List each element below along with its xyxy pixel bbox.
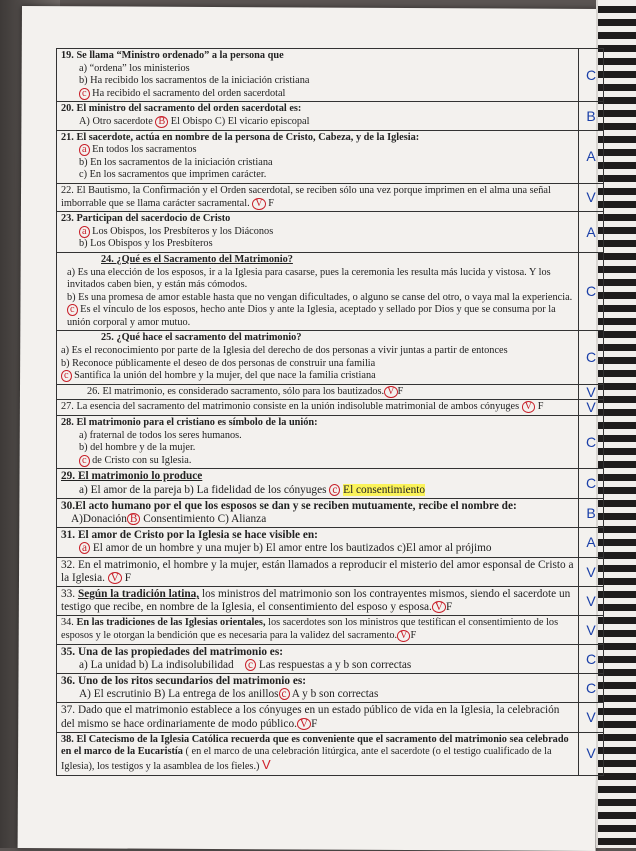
q29-answer: C (579, 469, 604, 498)
q37-circle-mark: V (297, 718, 311, 730)
q20-option-bc: El Obispo C) El vicario episcopal (170, 115, 310, 127)
question-row-19 (57, 49, 604, 102)
question-28-title: 28. El matrimonio para el cristiano es símbolo de la unión: (61, 417, 318, 429)
question-row-21 (57, 130, 604, 183)
question-row-26 (57, 384, 604, 400)
question-30-title: 30.El acto humano por el que los esposos se dan y se reciben mutuamente, recibe el nombre de: (61, 499, 517, 512)
q24-option-a: a) Es una elección de los esposos, ir a la Iglesia para casarse, pues la ceremonia les resulta más lucida y vistosa. Y los invitados caben bien, y están más cómodos. (67, 266, 551, 291)
q19-option-c: Ha recibido el sacramento del orden sacerdotal (92, 87, 286, 99)
question-19-title: 19. Se llama “Ministro ordenado” a la persona que (61, 50, 284, 61)
question-row-37 (57, 703, 604, 732)
q38-answer: V (579, 732, 604, 775)
q25-circle-mark: c (61, 370, 72, 382)
question-25-title: 25. ¿Qué hace el sacramento del matrimonio? (101, 332, 302, 344)
q28-answer: C (579, 416, 604, 469)
question-row-36 (57, 674, 604, 703)
q23-option-a: Los Obispos, los Presbíteros y los Diáconos (92, 225, 274, 237)
question-35-title: 35. Una de las propiedades del matrimonio es: (61, 645, 283, 658)
q24-circle-mark: c (67, 304, 78, 316)
q34-f: F (410, 630, 417, 642)
q36-option-c: A y b son correctas (291, 688, 379, 701)
q34-answer: V (579, 616, 604, 644)
question-row-22 (57, 183, 604, 211)
q27-circle-mark: V (522, 401, 535, 413)
question-22-text: 22. El Bautismo, la Confirmación y el Orden sacerdotal, se reciben sólo una vez porque imprimen en el alma una señal imborrable que se llama carácter sacramental. (61, 184, 551, 209)
q33-circle-mark: V (432, 601, 446, 613)
question-38-text: ( en el marco de una celebración litúrgica, ante el sacerdote (o el testigo cualificado de la Iglesia), los testigos y la asamblea de los fieles.) (61, 746, 552, 773)
q24-answer: C (579, 252, 604, 331)
question-37-text: 37. Dado que el matrimonio establece a los cónyuges en un estado público de vida en la Iglesia, la celebración del mismo se hace ordinariamente de modo público. (61, 704, 560, 730)
q34-circle-mark: V (397, 630, 410, 642)
q24-option-c: Es el vínculo de los esposos, hecho ante Dios y ante la Iglesia, aceptado y sellado por Dios y que se consuma por la unión corporal y amor mutuo. (67, 304, 556, 328)
q21-answer: A (579, 130, 604, 183)
q36-options-ab: A) El escrutinio B) La entrega de los anillos (79, 688, 279, 701)
question-row-29 (57, 469, 604, 498)
q29-option-c: El consentimiento (343, 483, 426, 496)
q31-options: El amor de un hombre y una mujer b) El amor entre los bautizados c)El amor al prójimo (92, 542, 492, 555)
q33-heading: Según la tradición latina, (77, 588, 200, 601)
q19-option-b: b) Ha recibido los sacramentos de la iniciación cristiana (79, 75, 310, 87)
q29-options-ab: a) El amor de la pareja b) La fidelidad de los cónyuges (79, 483, 327, 496)
question-row-28 (57, 416, 604, 469)
question-27-text: 27. La esencia del sacramento del matrimonio consiste en la unión indisoluble matrimonial de ambos cónyuges (61, 401, 520, 413)
q30-circle-mark: B (127, 513, 141, 525)
q35-answer: C (579, 644, 604, 673)
q35-circle-mark: c (245, 659, 256, 671)
questions-table (56, 48, 604, 776)
q21-option-b: b) En los sacramentos de la iniciación cristiana (79, 156, 273, 168)
q32-circle-mark: V (108, 572, 122, 584)
q21-circle-mark: a (79, 144, 90, 156)
question-36-title: 36. Uno de los ritos secundarios del matrimonio es: (61, 675, 307, 688)
question-row-34 (57, 616, 604, 644)
q37-answer: V (579, 703, 604, 732)
q38-tick-mark: V (262, 757, 271, 773)
question-row-20 (57, 102, 604, 130)
q22-f: F (268, 197, 275, 209)
q38-heading: 38. El Catecismo de la Iglesia Católica recuerda que es conveniente que el sacramento del matrimonio sea celebrado en el marco de la Eucaristía (61, 733, 569, 758)
q23-answer: A (579, 212, 604, 253)
q30-option-a: A)Donación (71, 513, 127, 526)
q25-answer: C (579, 331, 604, 384)
q26-answer: V (579, 384, 604, 400)
question-row-30 (57, 498, 604, 527)
question-26-text: 26. El matrimonio, es considerado sacramento, sólo para los bautizados. (87, 385, 385, 397)
q25-option-b: b) Reconoce públicamente el deseo de dos personas de construir una familia (61, 357, 376, 369)
q24-option-b: b) Es una promesa de amor estable hasta que no vengan dificultades, o alguno se canse del otro, o vaya mal la experiencia. (67, 291, 573, 303)
q20-option-a: A) Otro sacerdote (79, 115, 153, 127)
q22-circle-mark: V (252, 198, 265, 210)
q31-circle-mark: a (79, 542, 90, 554)
q28-option-c: de Cristo con su Iglesia. (92, 454, 192, 466)
question-row-38 (57, 732, 604, 775)
q25-option-c: Santifica la unión del hombre y la mujer, del que nace la familia cristiana (74, 370, 376, 382)
q31-answer: A (579, 528, 604, 557)
question-row-33 (57, 587, 604, 616)
q23-circle-mark: a (79, 226, 90, 238)
question-34-text: los sacerdotes son los ministros que testifican el consentimiento de los esposos y le otorgan la bendición que es necesaria para la validez del sacramento. (61, 617, 559, 642)
q36-circle-mark: c (279, 688, 290, 700)
q34-heading: En las tradiciones de las Iglesias orientales, (76, 617, 266, 629)
q27-f: F (537, 401, 544, 413)
q36-answer: C (579, 674, 604, 703)
q35-option-c: Las respuestas a y b son correctas (258, 658, 412, 671)
q19-answer: C (579, 49, 604, 102)
q37-f: F (311, 717, 318, 730)
q35-options-ab: a) La unidad b) La indisolubilidad (79, 658, 234, 671)
question-24-title: 24. ¿Qué es el Sacramento del Matrimonio? (101, 253, 293, 265)
question-row-23 (57, 212, 604, 253)
question-21-title: 21. El sacerdote, actúa en nombre de la persona de Cristo, Cabeza, y de la Iglesia: (61, 131, 420, 143)
question-32-text: 32. En el matrimonio, el hombre y la mujer, están llamados a reproducir el misterio del amor esponsal de Cristo a la Iglesia. (61, 558, 574, 584)
q30-option-bc: Consentimiento C) Alianza (143, 513, 267, 526)
question-29-title: 29. El matrimonio lo produce (61, 470, 203, 483)
question-31-title: 31. El amor de Cristo por la Iglesia se hace visible en: (61, 529, 318, 542)
q29-circle-mark: c (329, 484, 340, 496)
q30-answer: B (579, 498, 604, 527)
q19-option-a: a) “ordena” los ministerios (79, 62, 190, 74)
q20-circle-mark: B (155, 116, 168, 128)
q25-option-a: a) Es el reconocimiento por parte de la Iglesia del derecho de dos personas a vivir juntas a partir de entonces (61, 345, 508, 357)
q33-answer: V (579, 587, 604, 616)
q21-option-c: c) En los sacramentos que imprimen carácter. (79, 169, 267, 181)
question-row-32 (57, 557, 604, 586)
q27-answer: V (579, 400, 604, 416)
q32-f: F (124, 571, 132, 584)
question-33-text: los ministros del matrimonio son los contrayentes mismos, siendo el sacerdote un testigo que recibe, en nombre de la Iglesia, el consentimiento del esposo y esposa. (61, 588, 571, 614)
q34-number: 34. (61, 617, 74, 629)
q22-answer: V (579, 183, 604, 211)
q28-option-b: b) del hombre y de la mujer. (79, 442, 196, 454)
q19-circle-mark: c (79, 88, 90, 100)
question-row-27 (57, 400, 604, 416)
q33-number: 33. (61, 588, 76, 601)
question-20-title: 20. El ministro del sacramento del orden sacerdotal es: (61, 103, 302, 115)
q33-f: F (445, 601, 453, 614)
q21-option-a: En todos los sacramentos (92, 144, 197, 156)
q26-circle-mark: V (384, 386, 397, 398)
question-row-24 (57, 252, 604, 331)
q32-answer: V (579, 557, 604, 586)
question-row-35 (57, 644, 604, 673)
q28-circle-mark: c (79, 455, 90, 467)
question-row-25 (57, 331, 604, 384)
question-row-31 (57, 528, 604, 557)
q20-answer: B (579, 102, 604, 130)
q26-f: F (397, 385, 404, 397)
q28-option-a: a) fraternal de todos los seres humanos. (79, 429, 242, 441)
q23-option-b: b) Los Obispos y los Presbíteros (79, 238, 213, 250)
question-23-title: 23. Participan del sacerdocio de Cristo (61, 213, 231, 225)
